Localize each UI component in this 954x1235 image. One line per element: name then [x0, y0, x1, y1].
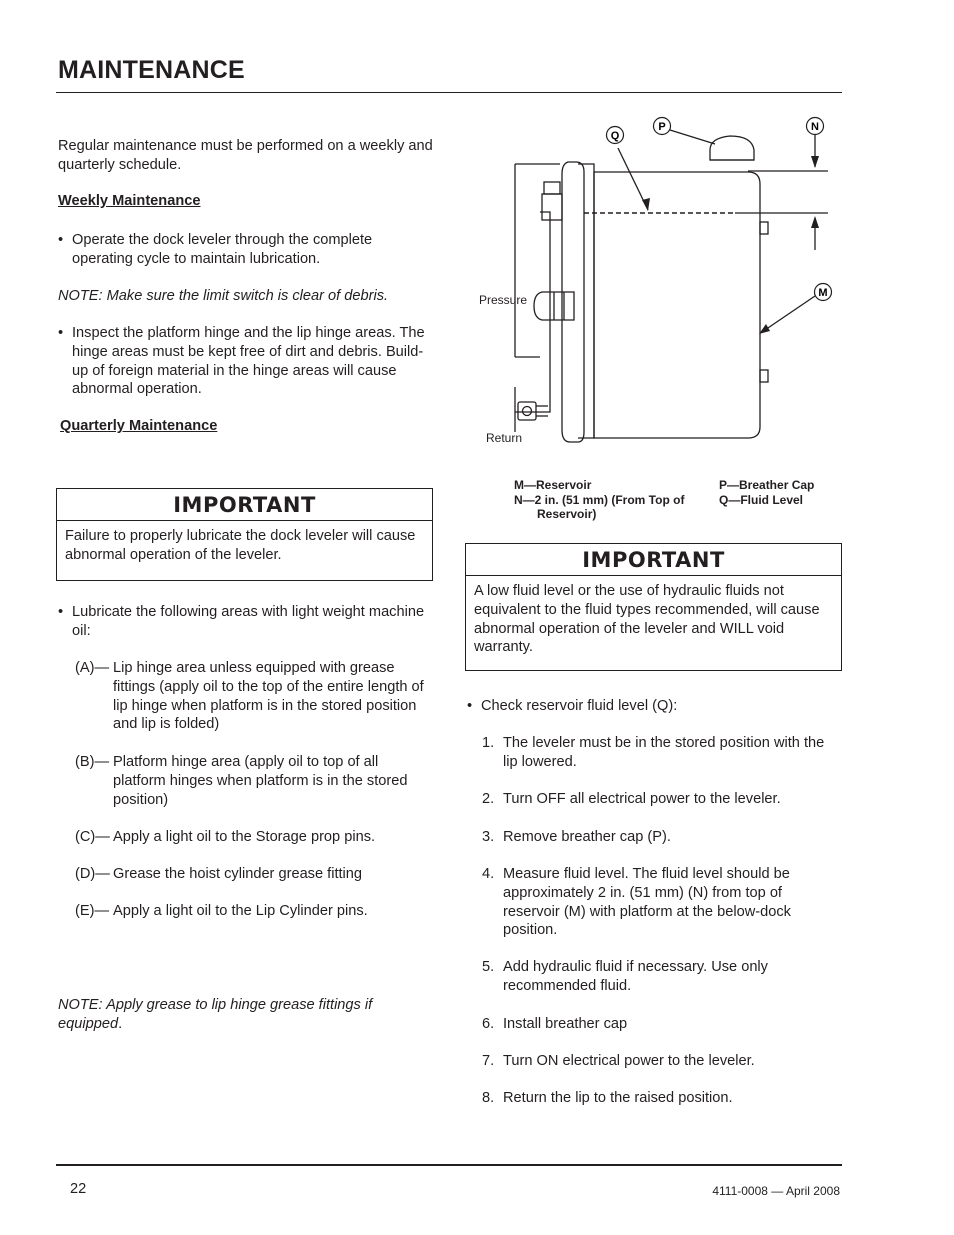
step-text: Turn OFF all electrical power to the leveler.: [503, 791, 781, 807]
breather-cap: [710, 136, 754, 160]
quarterly-heading: Quarterly Maintenance: [60, 418, 218, 434]
step-8: [482, 1089, 822, 1108]
note-grease-period: .: [118, 1015, 123, 1032]
legend-m: M—Reservoir: [514, 478, 592, 492]
reservoir-body: [594, 172, 760, 438]
arrow-head: [642, 198, 650, 211]
lube-item-text: Grease the hoist cylinder grease fitting: [113, 866, 363, 882]
lube-item-key: (A)—: [75, 660, 110, 676]
lube-item-key: (B)—: [75, 754, 110, 770]
p-leader: [670, 130, 715, 144]
label-n: N: [811, 121, 819, 133]
note-grease-text: NOTE: Apply grease to lip hinge grease fittings if equipped: [58, 997, 373, 1032]
side-bolt: [760, 370, 768, 382]
legend-n: N—2 in. (51 mm) (From Top of: [514, 493, 685, 507]
step-1: [482, 734, 832, 772]
flange-rim: [578, 164, 594, 438]
lube-item-key: (D)—: [75, 866, 110, 882]
top-fitting-body: [542, 194, 562, 220]
weekly-bullet-1-text: Operate the dock leveler through the complete operating cycle to maintain lubrication.: [72, 232, 373, 267]
important-text: A low fluid level or the use of hydraulic fluids not equivalent to the fluid types recommended, will cause abnormal operation of the leveler and WILL void warranty.: [474, 583, 820, 656]
lube-item-text: Lip hinge area unless equipped with grease fittings (apply oil to the top of the entire length of lip hinge when platform is in the stored position and lip is folded): [113, 660, 424, 733]
step-2: [482, 790, 832, 809]
step-6: [482, 1015, 822, 1034]
step-text: Measure fluid level. The fluid level should be approximately 2 in. (51 mm) (N) from top of reservoir (M) with platform at the below-dock position.: [503, 866, 791, 939]
lube-item-text: Apply a light oil to the Storage prop pins.: [113, 829, 376, 845]
step-text: Turn ON electrical power to the leveler.: [503, 1053, 755, 1069]
check-bullet-text: Check reservoir fluid level (Q):: [481, 698, 678, 714]
page-number: 22: [70, 1181, 87, 1197]
weekly-bullet-2-text: Inspect the platform hinge and the lip hinge areas. The hinge areas must be kept free of dirt and debris. Build-up of foreign material in the hinge areas will cause abnormal operation.: [72, 325, 425, 398]
lube-item-key: (C)—: [75, 829, 110, 845]
step-number: 8.: [482, 1090, 495, 1106]
label-m: M: [818, 287, 828, 299]
arrow-head: [811, 216, 819, 228]
side-bolt: [760, 222, 768, 234]
header-rule: [56, 92, 842, 93]
step-text: Remove breather cap (P).: [503, 829, 671, 845]
mount-bracket: [540, 212, 550, 412]
return-port: [518, 402, 536, 420]
lube-item-c: [75, 828, 435, 847]
important-box-fluid: [465, 543, 842, 671]
step-number: 2.: [482, 791, 495, 807]
footer-rule: [56, 1164, 842, 1166]
arrow-head: [759, 324, 770, 334]
lube-item-text: Apply a light oil to the Lip Cylinder pins.: [113, 903, 368, 919]
check-bullet: [467, 697, 837, 716]
label-pressure: Pressure: [479, 293, 528, 307]
weekly-bullet-1: [58, 231, 428, 269]
intro-paragraph: Regular maintenance must be performed on a weekly and quarterly schedule.: [58, 138, 433, 173]
label-p: P: [658, 121, 666, 133]
important-text: Failure to properly lubricate the dock leveler will cause abnormal operation of the leveler.: [65, 528, 416, 563]
legend-p: P—Breather Cap: [719, 478, 815, 492]
note-grease-fittings: [58, 996, 418, 1034]
step-number: 1.: [482, 735, 495, 751]
step-text: The leveler must be in the stored position with the lip lowered.: [503, 735, 825, 770]
top-fitting: [544, 182, 560, 194]
lube-item-d: [75, 865, 435, 884]
lube-item-key: (E)—: [75, 903, 110, 919]
weekly-bullet-2: [58, 324, 433, 399]
legend-n-continued: Reservoir): [537, 507, 597, 521]
note-limit-switch: NOTE: Make sure the limit switch is clear of debris.: [58, 288, 389, 304]
step-number: 3.: [482, 829, 495, 845]
step-number: 5.: [482, 959, 495, 975]
weekly-heading: Weekly Maintenance: [58, 193, 201, 209]
lube-item-text: Platform hinge area (apply oil to top of all platform hinges when platform is in the stored position): [113, 754, 408, 808]
lube-item-e: [75, 902, 435, 921]
important-title: IMPORTANT: [57, 489, 432, 521]
step-number: 6.: [482, 1016, 495, 1032]
reservoir-diagram: [470, 112, 842, 462]
step-4: [482, 865, 822, 940]
step-number: 7.: [482, 1053, 495, 1069]
step-text: Install breather cap: [503, 1016, 628, 1032]
lube-item-a: [75, 659, 435, 734]
label-q: Q: [610, 130, 620, 142]
bullet-icon: •: [58, 604, 64, 620]
m-leader: [762, 296, 815, 332]
label-return: Return: [486, 431, 523, 445]
lube-bullet-text: Lubricate the following areas with light weight machine oil:: [72, 604, 425, 639]
step-3: [482, 828, 832, 847]
bullet-icon: •: [58, 325, 64, 341]
lube-item-b: [75, 753, 435, 809]
arrow-head: [811, 156, 819, 168]
bullet-icon: •: [58, 232, 64, 248]
legend-q: Q—Fluid Level: [719, 493, 804, 507]
important-box-lubrication: [56, 488, 433, 581]
reservoir-flange: [562, 162, 584, 442]
bullet-icon: •: [467, 698, 473, 714]
step-text: Return the lip to the raised position.: [503, 1090, 733, 1106]
step-5: [482, 958, 822, 996]
step-text: Add hydraulic fluid if necessary. Use only recommended fluid.: [503, 959, 768, 994]
lube-bullet: [58, 603, 433, 641]
important-title: IMPORTANT: [466, 544, 841, 576]
step-number: 4.: [482, 866, 495, 882]
step-7: [482, 1052, 822, 1071]
document-reference: 4111-0008 — April 2008: [712, 1184, 840, 1198]
page-title: MAINTENANCE: [58, 56, 245, 84]
